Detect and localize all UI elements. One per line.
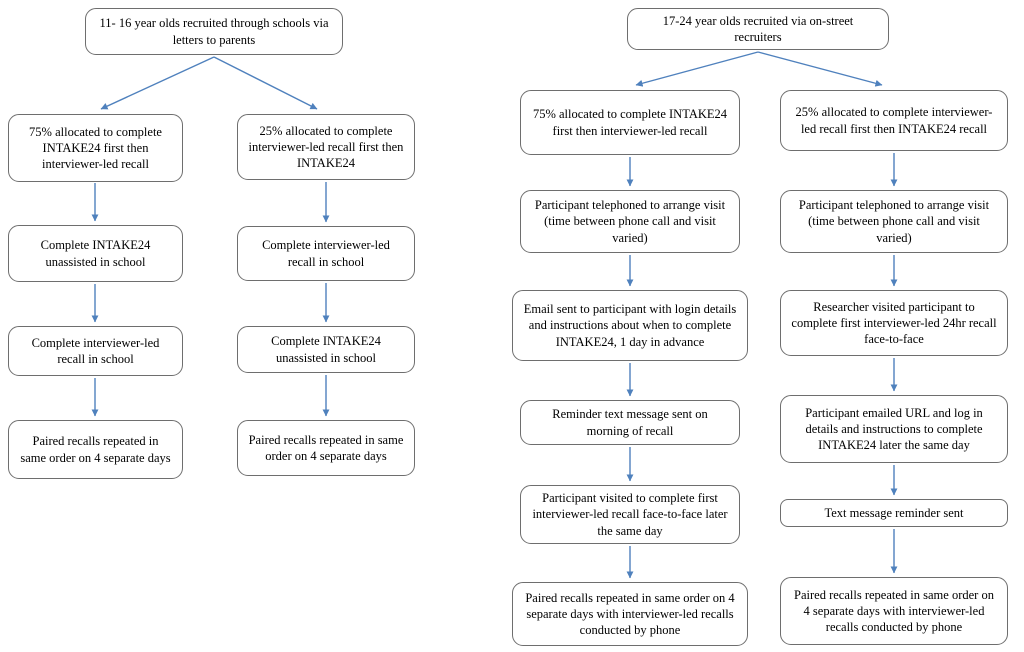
schools-left-step-2: Complete INTAKE24 unassisted in school [8, 225, 183, 282]
onstreet-left-step-4: Reminder text message sent on morning of recall [520, 400, 740, 445]
onstreet-left-step-3: Email sent to participant with login details and instructions about when to complete INTAKE24, 1 day in advance [512, 290, 748, 361]
onstreet-right-step-1: 25% allocated to complete interviewer-led recall first then INTAKE24 recall [780, 90, 1008, 151]
schools-left-step-1: 75% allocated to complete INTAKE24 first then interviewer-led recall [8, 114, 183, 182]
onstreet-left-step-5: Participant visited to complete first interviewer-led recall face-to-face later the same day [520, 485, 740, 544]
onstreet-right-step-2: Participant telephoned to arrange visit (time between phone call and visit varied) [780, 190, 1008, 253]
schools-right-step-4: Paired recalls repeated in same order on 4 separate days [237, 420, 415, 476]
onstreet-right-step-4: Participant emailed URL and log in details and instructions to complete INTAKE24 later the same day [780, 395, 1008, 463]
schools-root-node: 11- 16 year olds recruited through schools via letters to parents [85, 8, 343, 55]
onstreet-left-step-2: Participant telephoned to arrange visit (time between phone call and visit varied) [520, 190, 740, 253]
schools-right-step-2: Complete interviewer-led recall in school [237, 226, 415, 281]
onstreet-left-step-6: Paired recalls repeated in same order on 4 separate days with interviewer-led recalls conducted by phone [512, 582, 748, 646]
schools-left-step-3: Complete interviewer-led recall in school [8, 326, 183, 376]
schools-right-step-3: Complete INTAKE24 unassisted in school [237, 326, 415, 373]
onstreet-left-step-1: 75% allocated to complete INTAKE24 first then interviewer-led recall [520, 90, 740, 155]
onstreet-right-step-3: Researcher visited participant to complete first interviewer-led 24hr recall face-to-face [780, 290, 1008, 356]
onstreet-right-step-6: Paired recalls repeated in same order on 4 separate days with interviewer-led recalls conducted by phone [780, 577, 1008, 645]
onstreet-right-step-5: Text message reminder sent [780, 499, 1008, 527]
schools-left-step-4: Paired recalls repeated in same order on 4 separate days [8, 420, 183, 479]
schools-right-step-1: 25% allocated to complete interviewer-led recall first then INTAKE24 [237, 114, 415, 180]
onstreet-root-node: 17-24 year olds recruited via on-street recruiters [627, 8, 889, 50]
